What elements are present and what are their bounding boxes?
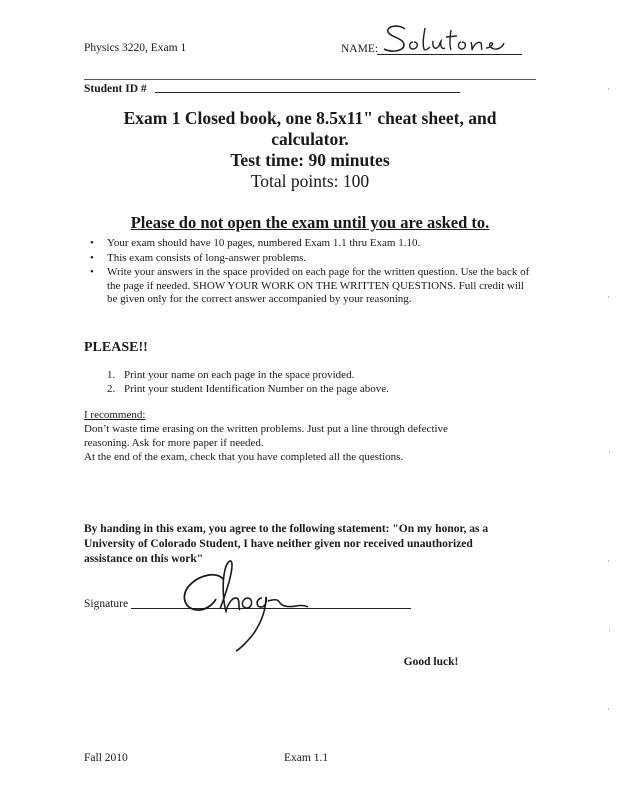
scan-speck [609,629,610,631]
instructions-list [90,237,530,308]
handwritten-signature [178,553,318,653]
honor-line-3: assistance on this work" [84,553,204,565]
title-line-2: calculator. [271,129,349,149]
honor-line-2: University of Colorado Student, I have neither given nor received unauthorized [84,538,473,550]
scan-speck [608,708,609,710]
recommend-line-1: Don’t waste time erasing on the written problems. Just put a line through defective [84,423,448,435]
footer-semester: Fall 2010 [84,752,128,764]
student-id-label: Student ID # [84,83,147,95]
title-line-3: Test time: 90 minutes [230,150,390,170]
recommend-line-2: reasoning. Ask for more paper if needed. [84,437,264,449]
name-signature [378,20,528,60]
name-label: NAME: [341,43,379,55]
footer-page-number: Exam 1.1 [284,752,329,764]
warning-heading: Please do not open the exam until you are asked to. [130,213,490,232]
signature-label: Signature [84,598,129,610]
good-luck-text: Good luck! [403,656,459,668]
steps-list [107,369,507,396]
header-rule [84,79,536,80]
student-id-line [155,92,460,93]
recommend-line-3: At the end of the exam, check that you have completed all the questions. [84,451,404,463]
scan-speck [608,88,609,90]
honor-line-1: By handing in this exam, you agree to the following statement: "On my honor, as a [84,523,489,535]
list-item: 1. Print your name on each page in the space provided. [107,369,355,381]
list-item: 2. Print your student Identification Number on the page above. [107,382,389,395]
please-heading: PLEASE!! [84,340,148,355]
scan-speck [608,560,609,562]
title-line-4: Total points: 100 [250,171,370,191]
scan-speck [608,296,609,298]
list-item: • This exam consists of long-answer problems. [90,251,307,264]
scan-speck [609,451,610,453]
title-line-1: Exam 1 Closed book, one 8.5x11" cheat sheet, and [123,108,497,128]
list-item: • Your exam should have 10 pages, numbered Exam 1.1 thru Exam 1.10. [90,237,421,249]
list-item: • Write your answers in the space provided on each page for the written question. Use the back of the page if needed. SHOW YOUR WORK ON THE WRITTEN QUESTIONS. Full credit will be given only for the correct answer accompanied by your reasoning. [90,266,530,305]
course-label: Physics 3220, Exam 1 [84,42,187,54]
recommend-heading: I recommend: [84,409,146,421]
